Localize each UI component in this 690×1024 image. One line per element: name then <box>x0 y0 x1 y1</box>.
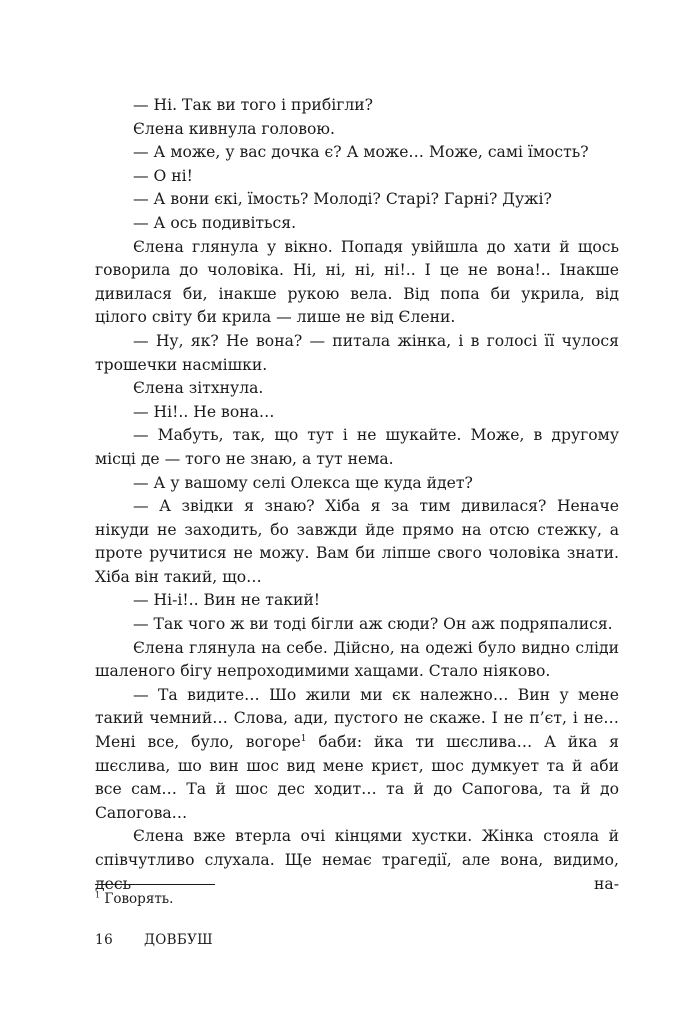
paragraph: Єлена глянула на себе. Дійсно, на одежі було видно сліди шаленого бігу непроходимими хащами. Стало ніяково. <box>95 638 619 681</box>
page-body <box>95 94 619 896</box>
page-number: 16 <box>95 932 114 948</box>
paragraph-text-before: — Та видите… Шо жили ми єк належно… Вин у мене такий чемний… Слова, ади, пустого не скаже. І не п’єт, і не… Мені все, було, вогоре <box>95 685 619 752</box>
footnote <box>95 890 173 908</box>
footnote-divider <box>95 884 215 885</box>
paragraph: — Ну, як? Не вона? — питала жінка, і в голосі її чулося трошечки насмішки. <box>95 331 619 374</box>
paragraph: — А ось подивіться. <box>133 213 297 232</box>
paragraph: — А може, у вас дочка є? А може… Може, самі їмость? <box>133 143 589 162</box>
paragraph: — А у вашому селі Олекса ще куда йдет? <box>133 473 473 492</box>
paragraph: Єлена зітхнула. <box>133 379 264 398</box>
paragraph: — О ні! <box>133 166 193 185</box>
paragraph: — А звідки я знаю? Хіба я за тим дивилася? Неначе нікуди не заходить, бо завжди йде прямо на отсю стежку, а проте ручитися не можу. Вам би ліпше свого чоловіка знати. Хіба він такий, що… <box>95 497 619 586</box>
running-title: ДОВБУШ <box>144 932 213 948</box>
paragraph: Єлена глянула у вікно. Попадя увійшла до хати й щось говорила до чоловіка. Ні, ні, ні, ні!.. І це не вона!.. Інакше дивилася би, інакше рукою вела. Від попа би укрила, від цілого світу би крила — лише не від Єлени. <box>95 237 619 327</box>
footnote-marker: 1 <box>95 890 101 900</box>
paragraph: Єлена вже втерла очі кінцями хустки. Жінка стояла й співчутливо слухала. Ще немає трагедії, але вона, видимо, десь на- <box>95 827 619 893</box>
paragraph: — А вони єкі, їмость? Молоді? Старі? Гарні? Дужі? <box>133 190 552 209</box>
paragraph: — Ні!.. Не вона… <box>133 402 275 421</box>
footnote-text: Говорять. <box>100 891 174 907</box>
footnote-reference[interactable]: 1 <box>300 733 307 744</box>
paragraph: Єлена кивнула головою. <box>133 119 335 138</box>
paragraph: — Ні. Так ви того і прибігли? <box>133 96 374 114</box>
paragraph-with-footnote <box>95 684 619 826</box>
paragraph: — Так чого ж ви тоді бігли аж сюди? Он аж подряпалися. <box>133 615 613 634</box>
paragraph: — Ні-і!.. Вин не такий! <box>133 591 321 610</box>
paragraph-text-after: баби: йка ти шєслива… А йка я шєслива, шо вин шос вид мене криєт, шос думкует та й аби все сам… Та й шос дес ходит… та й до Сапогова, та й до Сапогова… <box>95 733 619 822</box>
paragraph: — Мабуть, так, що тут і не шукайте. Може, в другому місці де — того не знаю, а тут нема. <box>95 426 619 468</box>
